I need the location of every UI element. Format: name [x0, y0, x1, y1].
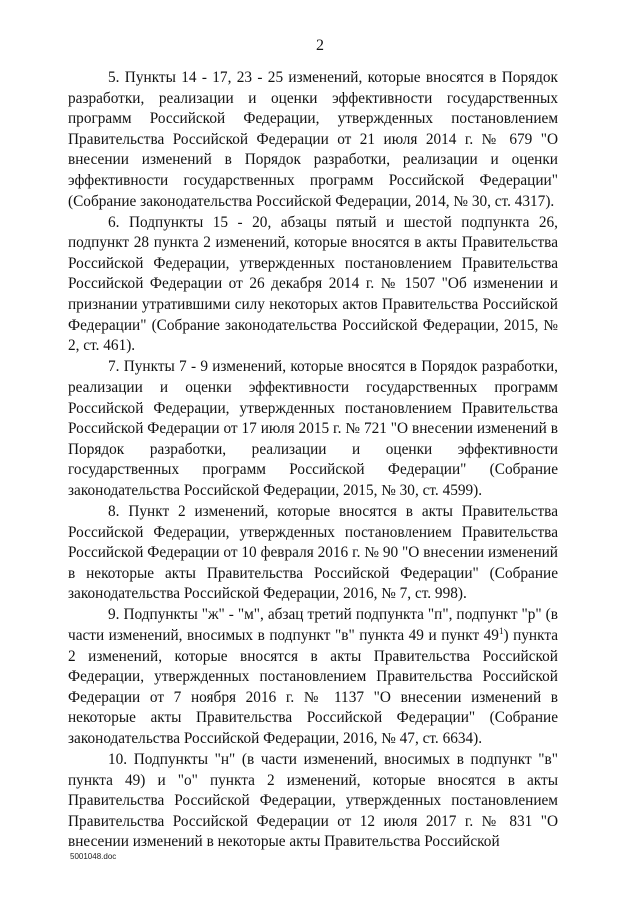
document-body	[68, 68, 558, 854]
paragraph-6: 6. Подпункты 15 - 20, абзацы пятый и шестой подпункта 26, подпункт 28 пункта 2 изменений, которые вносятся в акты Правительства Российской Федерации, утвержденных постановлением Правительства Российской Федерации от 26 декабря 2014 г. № 1507 "Об изменении и признании утратившими силу некоторых актов Правительства Российской Федерации" (Собрание законодательства Российской Федерации, 2015, № 2, ст. 461).	[68, 213, 558, 355]
paragraph-9-text-end: ) пункта 2 изменений, которые вносятся в акты Правительства Российской Федерации, утвержденных постановлением Правительства Российской Федерации от 7 ноября 2016 г. № 1137 "О внесении изменений в некоторые акты Правительства Российской Федерации" (Собрание законодательства Российской Федерации, 2016, № 47, ст. 6634).	[68, 627, 558, 747]
paragraph-9	[68, 605, 558, 749]
document-file-code: 5001048.doc	[70, 852, 117, 861]
paragraph-10: 10. Подпункты "н" (в части изменений, вносимых в подпункт "в" пункта 49) и "о" пункта 2 изменений, которые вносятся в акты Правительства Российской Федерации, утвержденных постановлением Правительства Российской Федерации от 12 июля 2017 г. № 831 "О внесении изменений в некоторые акты Правительства Российской	[68, 751, 558, 851]
paragraph-9-text-start: 9. Подпункты "ж" - "м", абзац третий подпункта "п", подпункт "р" (в части изменений, вносимых в подпункт "в" пункта 49 и пункт 49	[68, 606, 558, 645]
paragraph-5: 5. Пункты 14 - 17, 23 - 25 изменений, которые вносятся в Порядок разработки, реализации и оценки эффективности государственных программ Российской Федерации, утвержденных постановлением Правительства Российской Федерации от 21 июля 2014 г. № 679 "О внесении изменений в Порядок разработки, реализации и оценки эффективности государственных программ Российской Федерации" (Собрание законодательства Российской Федерации, 2014, № 30, ст. 4317).	[68, 69, 558, 210]
superscript-marker: 1	[498, 625, 504, 636]
paragraph-7: 7. Пункты 7 - 9 изменений, которые вносятся в Порядок разработки, реализации и оценки эффективности государственных программ Российской Федерации, утвержденных постановлением Правительства Российской Федерации от 17 июля 2015 г. № 721 "О внесении изменений в Порядок разработки, реализации и оценки эффективности государственных программ Российской Федерации" (Собрание законодательства Российской Федерации, 2015, № 30, ст. 4599).	[68, 358, 558, 499]
paragraph-8: 8. Пункт 2 изменений, которые вносятся в акты Правительства Российской Федерации, утвержденных постановлением Правительства Российской Федерации от 10 февраля 2016 г. № 90 "О внесении изменений в некоторые акты Правительства Российской Федерации" (Собрание законодательства Российской Федерации, 2016, № 7, ст. 998).	[68, 502, 558, 603]
page-number: 2	[316, 37, 324, 54]
